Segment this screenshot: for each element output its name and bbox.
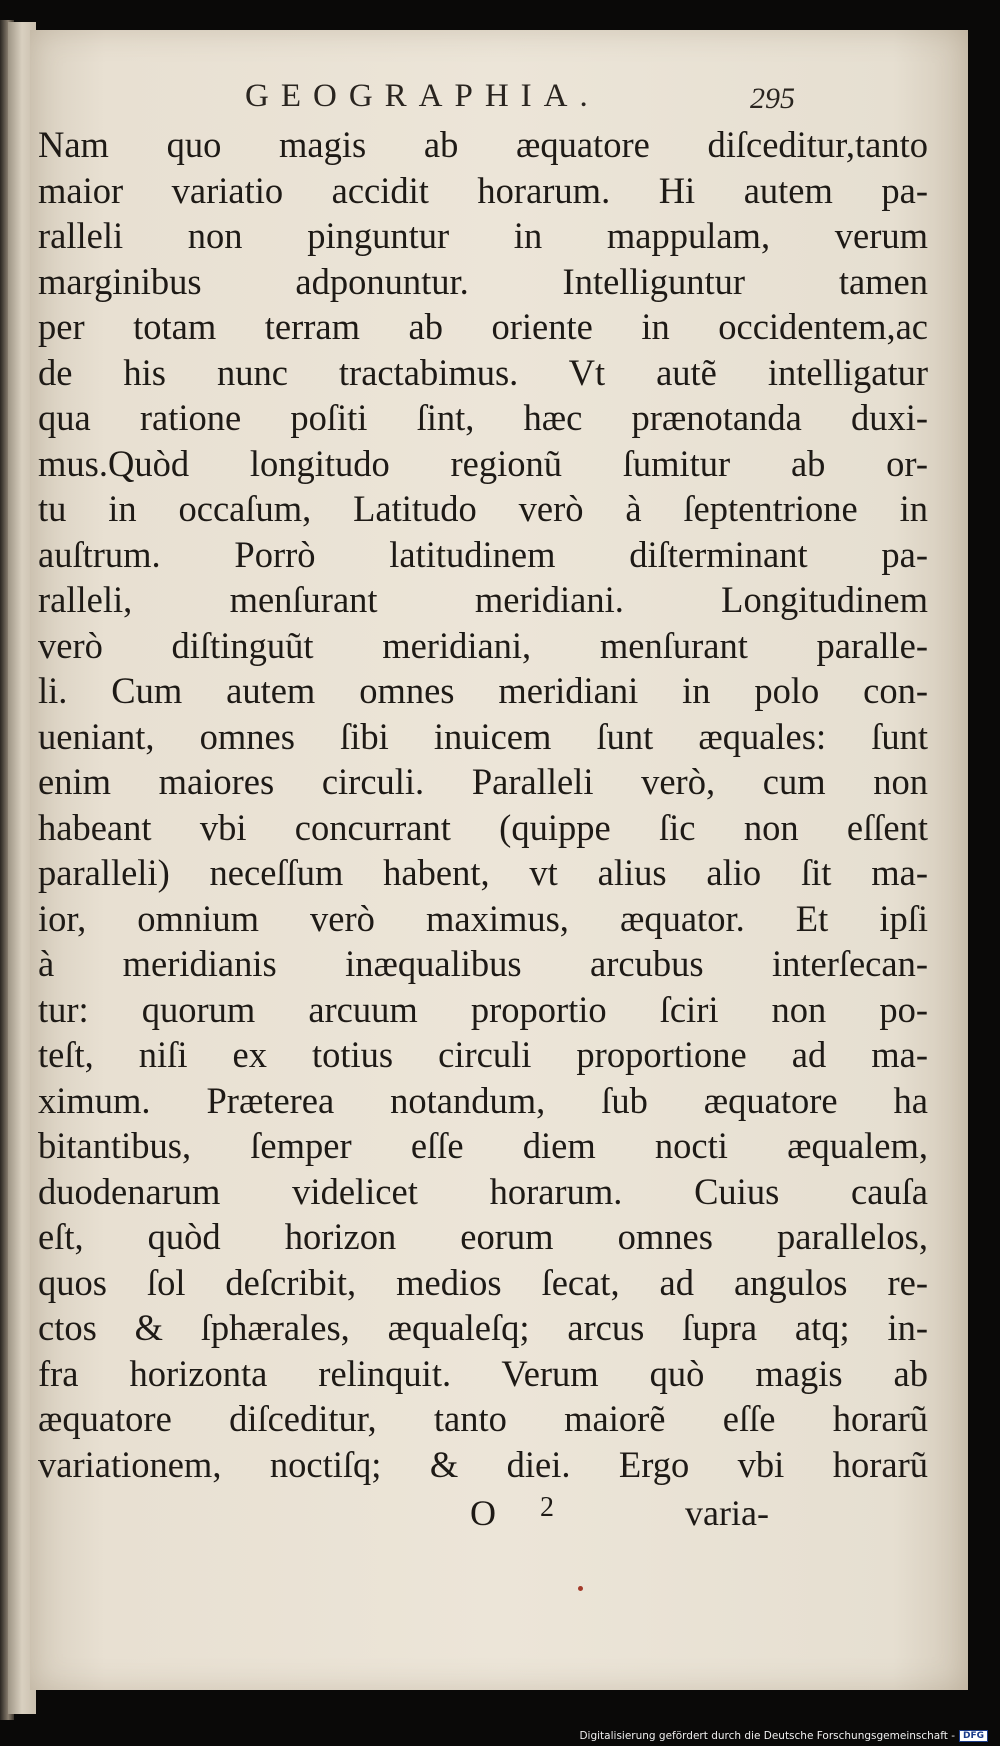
page-number: 295 (750, 82, 795, 115)
text-line: marginibus adponuntur. Intelliguntur tamen (38, 260, 928, 302)
text-line: habeant vbi concurrant (quippe ſic non eſſent (38, 806, 928, 848)
text-line: de his nunc tractabimus. Vt autẽ intelligatur (38, 351, 928, 393)
text-line: ralleli non pinguntur in mappulam, verum (38, 215, 928, 256)
text-line: ior, omnium verò maximus, æquator. Et ipſi (38, 897, 928, 939)
running-header: GEOGRAPHIA. (245, 78, 600, 114)
text-line: æquatore diſceditur, tanto maiorẽ eſſe horarũ (38, 1398, 928, 1439)
text-line: li. Cum autem omnes meridiani in polo con- (38, 670, 928, 711)
catchword: varia- (685, 1493, 769, 1533)
text-line: qua ratione poſiti ſint, hæc prænotanda duxi- (38, 397, 928, 438)
text-line: tu in occaſum, Latitudo verò à ſeptentrione in (38, 488, 928, 529)
page-paper (30, 30, 968, 1690)
text-line: auſtrum. Porrò latitudinem diſterminant pa- (38, 533, 928, 575)
text-line: enim maiores circuli. Paralleli verò, cum non (38, 761, 928, 802)
text-line: à meridianis inæqualibus arcubus interſecan- (38, 943, 928, 984)
text-line: variationem, noctiſq; & diei. Ergo vbi horarũ (38, 1443, 928, 1485)
text-line: ximum. Præterea notandum, ſub æquatore ha (38, 1079, 928, 1121)
credit-text: Digitalisierung gefördert durch die Deutsche Forschungsgemeinschaft - (579, 1730, 955, 1742)
text-line: quos ſol deſcribit, medios ſecat, ad angulos re- (38, 1261, 928, 1303)
text-line: ctos & ſphærales, æqualeſq; arcus ſupra atq; in- (38, 1307, 928, 1348)
text-line: verò diſtinguũt meridiani, menſurant paralle- (38, 624, 928, 666)
text-line: ralleli, menſurant meridiani. Longitudinem (38, 579, 928, 620)
text-line: eſt, quòd horizon eorum omnes parallelos, (38, 1216, 928, 1257)
text-line: Nam quo magis ab æquatore diſceditur,tanto (38, 124, 928, 165)
text-line: paralleli) neceſſum habent, vt alius alio ſit ma- (38, 852, 928, 893)
dfg-logo-icon: DFG (959, 1730, 988, 1742)
text-line: fra horizonta relinquit. Verum quò magis ab (38, 1352, 928, 1394)
text-line: tur: quorum arcuum proportio ſciri non po- (38, 988, 928, 1030)
signature-mark: O (470, 1493, 496, 1533)
text-line: mus.Quòd longitudo regionũ ſumitur ab or- (38, 442, 928, 484)
signature-number: 2 (540, 1492, 554, 1523)
body-text (38, 122, 928, 1487)
text-line: bitantibus, ſemper eſſe diem nocti æqualem, (38, 1125, 928, 1166)
ink-speck (578, 1586, 583, 1591)
text-line: duodenarum videlicet horarum. Cuius cauſa (38, 1170, 928, 1212)
digitization-credit (579, 1730, 988, 1742)
text-line: maior variatio accidit horarum. Hi autem pa- (38, 169, 928, 211)
text-line: per totam terram ab oriente in occidentem,ac (38, 306, 928, 347)
text-line: ueniant, omnes ſibi inuicem ſunt æquales: ſunt (38, 715, 928, 757)
page-footer (30, 1492, 968, 1542)
text-line: teſt, niſi ex totius circuli proportione ad ma- (38, 1034, 928, 1075)
